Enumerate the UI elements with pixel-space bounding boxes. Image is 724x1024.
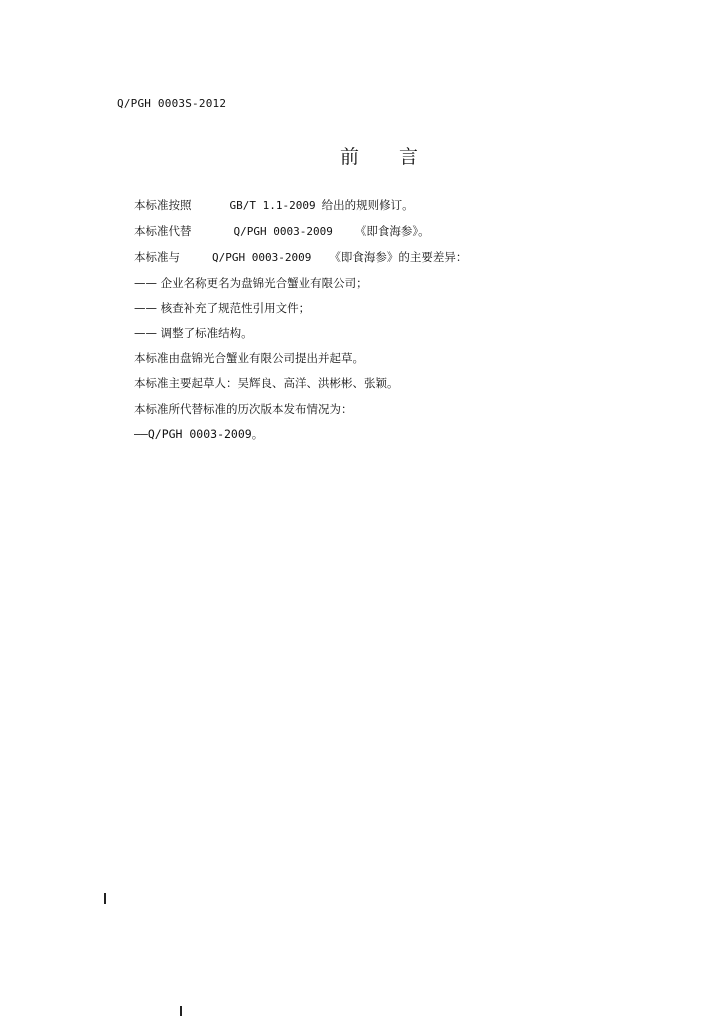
standard-code: Q/PGH 0003-2009	[233, 225, 333, 238]
paragraph-text: 本标准与	[134, 250, 180, 264]
difference-item: —— 核查补充了规范性引用文件；	[134, 301, 311, 315]
paragraph-history-intro: 本标准所代替标准的历次版本发布情况为：	[134, 402, 353, 416]
paragraph-replaces	[134, 224, 430, 239]
standard-code: GB/T 1.1-2009	[229, 199, 316, 212]
paragraph-proposer: 本标准由盘锦光合蟹业有限公司提出并起草。	[134, 351, 364, 365]
margin-mark	[180, 1006, 182, 1016]
paragraph-drafters: 本标准主要起草人：吴辉良、高洋、洪彬彬、张颖。	[134, 376, 399, 390]
standard-code: Q/PGH 0003-2009	[212, 251, 312, 264]
paragraph-text: 本标准按照	[134, 198, 192, 212]
document-code: Q/PGH 0003S-2012	[117, 97, 227, 110]
paragraph-text: 本标准代替	[134, 224, 192, 238]
preface-title: 前 言	[340, 146, 436, 168]
paragraph-text: 《即食海参》。	[354, 224, 430, 238]
history-item: ——Q/PGH 0003-2009。	[134, 427, 264, 441]
page-number-mark	[104, 893, 106, 904]
paragraph-differences	[134, 250, 467, 265]
paragraph-drafting-rules	[134, 198, 414, 213]
paragraph-text: 《即食海参》的主要差异：	[329, 250, 468, 264]
paragraph-text: 给出的规则修订。	[321, 198, 414, 212]
difference-item: —— 调整了标准结构。	[134, 326, 253, 340]
difference-item: —— 企业名称更名为盘锦光合蟹业有限公司；	[134, 276, 368, 290]
